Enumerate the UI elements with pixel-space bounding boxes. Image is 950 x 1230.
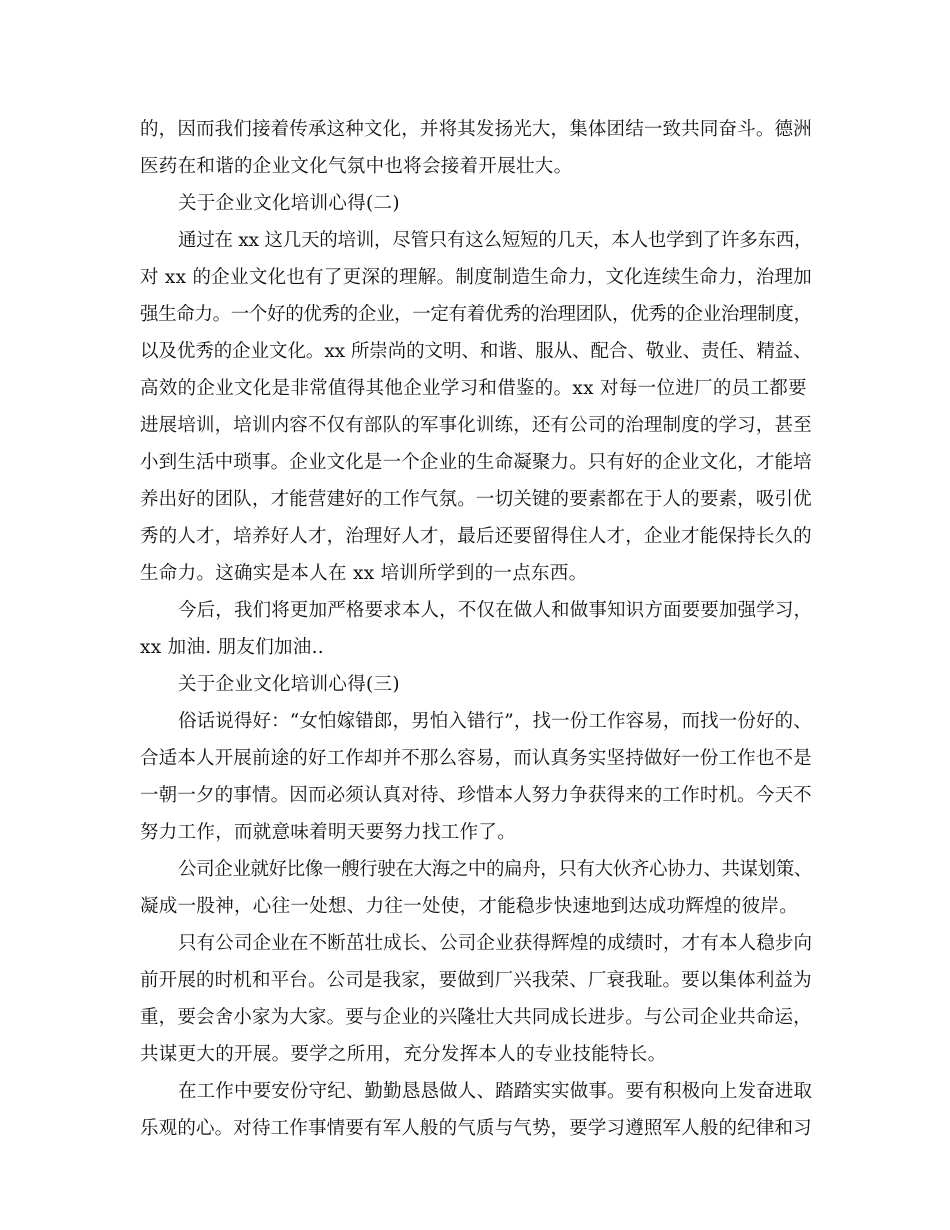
text-line: 小到生活中琐事。企业文化是一个企业的生命凝聚力。只有好的企业文化，才能培 [140,452,812,473]
text-line: 凝成一股神，心往一处想、力往一处使，才能稳步快速地到达成功辉煌的彼岸。 [140,896,799,917]
text-line: 秀的人才，培养好人才，治理好人才，最后还要留得住人才，企业才能保持长久的 [140,526,812,547]
text-line: 的，因而我们接着传承这种文化，并将其发扬光大，集体团结一致共同奋斗。德洲 [140,119,812,140]
text-line: 在工作中要安份守纪、勤勤恳恳做人、踏踏实实做事。要有积极向上发奋进取 [178,1081,813,1102]
text-line: 只有公司企业在不断茁壮成长、公司企业获得辉煌的成绩时，才有本人稳步向 [178,933,813,954]
text-line: 合适本人开展前途的好工作却并不那么容易，而认真务实坚持做好一份工作也不是 [140,748,812,769]
text-line: 乐观的心。对待工作事情要有军人般的气质与气势，要学习遵照军人般的纪律和习 [140,1118,812,1139]
text-line: 俗话说得好：“女怕嫁错郎，男怕入错行”，找一份工作容易，而找一份好的、 [178,711,812,732]
text-line: 对 xx 的企业文化也有了更深的理解。制度制造生命力，文化连续生命力，治理加 [140,267,813,288]
text-line: 今后，我们将更加严格要求本人，不仅在做人和做事知识方面要要加强学习， [178,600,813,621]
text-line: 公司企业就好比像一艘行驶在大海之中的扁舟，只有大伙齐心协力、共谋划策、 [178,859,813,880]
text-line: 强生命力。一个好的优秀的企业，一定有着优秀的治理团队，优秀的企业治理制度， [140,304,812,325]
section-heading: 关于企业文化培训心得(三) [178,674,400,695]
section-heading: 关于企业文化培训心得(二) [178,193,400,214]
text-line: 努力工作，而就意味着明天要努力找工作了。 [140,822,517,843]
text-line: xx 加油. 朋友们加油.. [140,637,324,658]
text-line: 共谋更大的开展。要学之所用，充分发挥本人的专业技能特长。 [140,1044,667,1065]
text-line: 前开展的时机和平台。公司是我家，要做到厂兴我荣、厂衰我耻。要以集体利益为 [140,970,812,991]
text-line: 以及优秀的企业文化。xx 所崇尚的文明、和谐、服从、配合、敬业、责任、精益、 [140,341,812,362]
text-line: 通过在 xx 这几天的培训，尽管只有这么短短的几天，本人也学到了许多东西， [178,230,813,251]
text-line: 进展培训，培训内容不仅有部队的军事化训练，还有公司的治理制度的学习，甚至 [140,415,812,436]
text-line: 重，要会舍小家为大家。要与企业的兴隆壮大共同成长进步。与公司企业共命运， [140,1007,812,1028]
text-line: 高效的企业文化是非常值得其他企业学习和借鉴的。xx 对每一位进厂的员工都要 [140,378,807,399]
text-line: 医药在和谐的企业文化气氛中也将会接着开展壮大。 [140,156,573,177]
text-line: 养出好的团队，才能营建好的工作气氛。一切关键的要素都在于人的要素，吸引优 [140,489,812,510]
text-line: 生命力。这确实是本人在 xx 培训所学到的一点东西。 [140,563,588,584]
text-line: 一朝一夕的事情。因而必须认真对待、珍惜本人努力争获得来的工作时机。今天不 [140,785,812,806]
